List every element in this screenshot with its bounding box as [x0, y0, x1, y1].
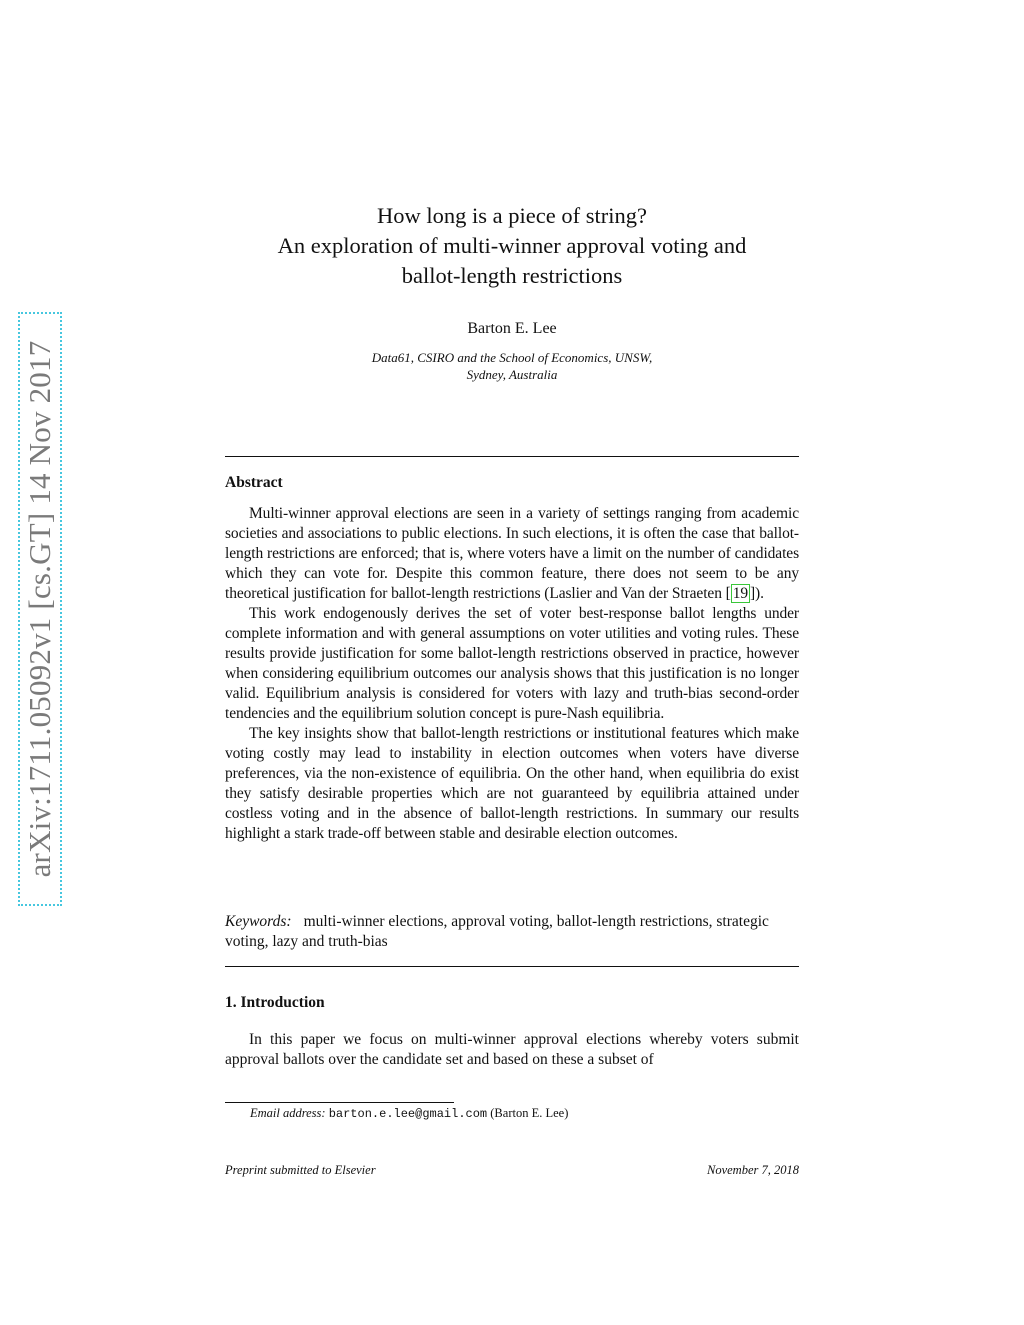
author-name: Barton E. Lee	[467, 320, 557, 337]
affiliation-line-1: Data61, CSIRO and the School of Economics, UNSW,	[371, 350, 653, 365]
footnote	[250, 1106, 568, 1121]
abstract-paragraph-1	[225, 504, 799, 604]
abstract-p1-text: Multi-winner approval elections are seen in a variety of settings ranging from academic societies and associations to public elections. In such elections, it is often the case that ballot-length restrictions are enforced; that is, where voters have a limit on the number of candidates which they can vote for. Despite this common feature, there does not seem to be any theoretical justification for ballot-length restrictions (Laslier and Van der Straeten [	[225, 505, 799, 602]
footnote-label: Email address:	[250, 1106, 326, 1120]
footer-date: November 7, 2018	[707, 1163, 799, 1177]
affiliation-line-2: Sydney, Australia	[466, 367, 558, 382]
arxiv-id: arXiv:1711.05092v1 [cs.GT] 14 Nov 2017	[22, 340, 57, 878]
title-line-3: ballot-length restrictions	[401, 263, 623, 288]
abstract-paragraph-2: This work endogenously derives the set of voter best-response ballot lengths under complete information and with general assumptions on voter utilities and voting rules. These results provide justification for some ballot-length restrictions observed in practice, however when considering equilibrium outcomes our analysis shows that this justification is no longer valid. Equilibrium analysis is considered for voters with lazy and truth-bias second-order tendencies and the equilibrium solution concept is pure-Nash equilibria.	[225, 605, 799, 722]
arxiv-stamp[interactable]	[18, 312, 62, 906]
keywords-text: multi-winner elections, approval voting, ballot-length restrictions, strategic voting, lazy and truth-bias	[225, 913, 769, 950]
paper-title	[225, 201, 799, 291]
keywords-label: Keywords:	[225, 913, 292, 930]
abstract-heading: Abstract	[225, 474, 283, 491]
citation-link[interactable]: 19	[732, 585, 748, 602]
footnote-name: (Barton E. Lee)	[490, 1106, 569, 1120]
footnote-rule	[225, 1102, 454, 1103]
abstract-p1-tail: ]).	[750, 585, 764, 602]
title-line-1: How long is a piece of string?	[377, 203, 647, 228]
footer-preprint: Preprint submitted to Elsevier	[225, 1163, 376, 1177]
abstract-top-rule	[225, 456, 799, 457]
abstract-bottom-rule	[225, 966, 799, 967]
introduction-heading: 1. Introduction	[225, 994, 325, 1011]
footnote-email[interactable]: barton.e.lee@gmail.com	[328, 1107, 488, 1121]
introduction-paragraph: In this paper we focus on multi-winner approval elections whereby voters submit approval ballots over the candidate set and based on these a subset of	[225, 1031, 799, 1068]
keywords	[225, 912, 799, 952]
affiliation	[225, 349, 799, 383]
abstract-body	[225, 504, 799, 844]
title-line-2: An exploration of multi-winner approval voting and	[277, 233, 747, 258]
introduction-body	[225, 1030, 799, 1070]
abstract-paragraph-3: The key insights show that ballot-length restrictions or institutional features which make voting costly may lead to instability in election outcomes when voters have diverse preferences, via the non-existence of equilibria. On the other hand, when equilibria do exist they satisfy desirable properties which are not guaranteed by equilibria attained under costless voting and in the absence of ballot-length restrictions. In summary our results highlight a stark trade-off between stable and desirable election outcomes.	[225, 725, 799, 842]
